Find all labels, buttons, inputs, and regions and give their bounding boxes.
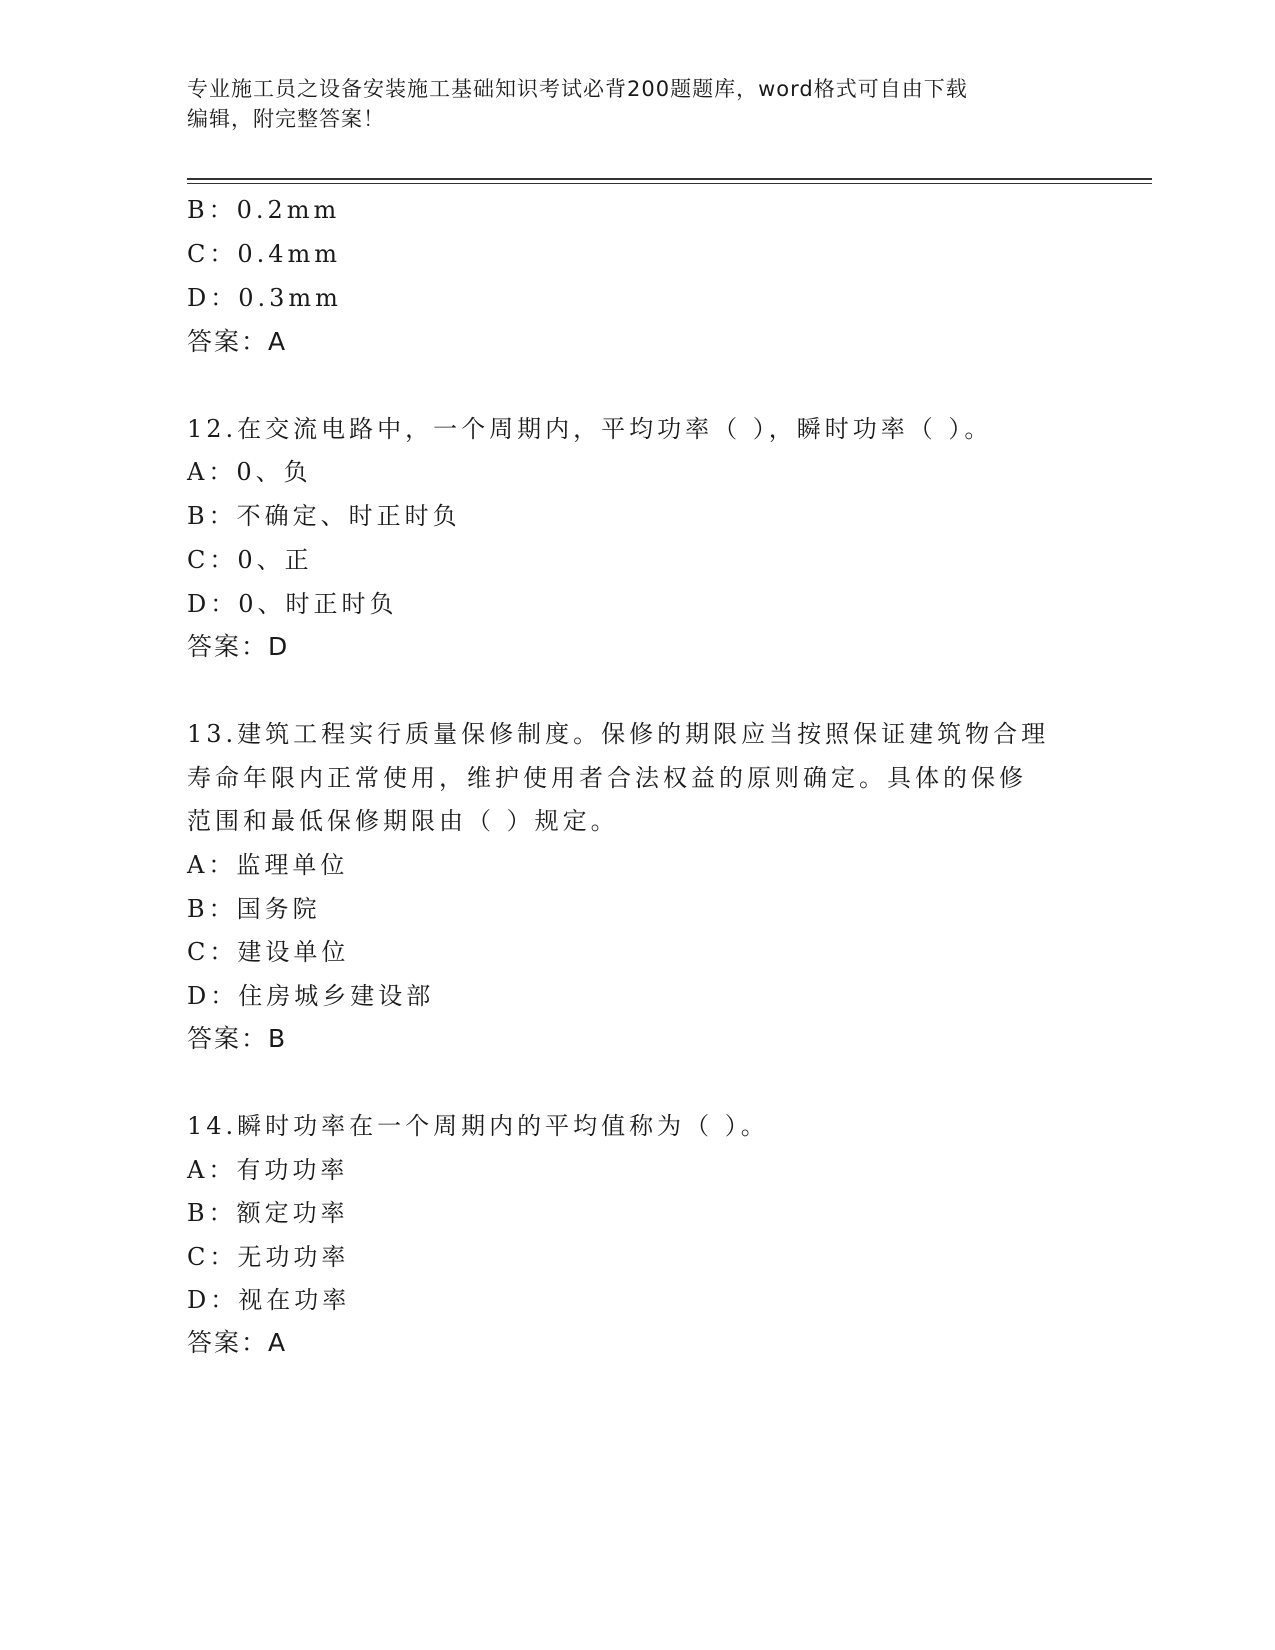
header-divider-thin	[187, 183, 1152, 184]
q12-option-d: D：0、时正时负	[187, 590, 398, 618]
header-title-line-2: 编辑，附完整答案！	[187, 107, 385, 131]
q13-stem-line-2: 寿命年限内正常使用，维护使用者合法权益的原则确定。具体的保修	[187, 764, 1027, 792]
q11-option-b: B：0.2mm	[187, 196, 341, 224]
q11-option-c: C：0.4mm	[187, 240, 342, 268]
q14-stem: 14.瞬时功率在一个周期内的平均值称为（ ）。	[187, 1112, 769, 1140]
q12-option-b: B：不确定、时正时负	[187, 502, 461, 530]
q14-option-b: B：额定功率	[187, 1199, 349, 1227]
q14-option-d: D：视在功率	[187, 1286, 351, 1314]
q13-stem-line-3: 范围和最低保修期限由（ ）规定。	[187, 807, 619, 835]
q12-stem: 12.在交流电路中，一个周期内，平均功率（ ），瞬时功率（ ）。	[187, 415, 993, 443]
q13-answer: 答案：B	[187, 1024, 288, 1053]
q13-option-d: D：住房城乡建设部	[187, 982, 435, 1010]
q11-answer: 答案：A	[187, 327, 288, 356]
q13-option-c: C：建设单位	[187, 938, 350, 966]
q14-answer: 答案：A	[187, 1328, 288, 1357]
q12-option-c: C：0、正	[187, 546, 313, 574]
q12-option-a: A：0、负	[187, 458, 312, 486]
document-header	[187, 74, 1067, 134]
q13-stem-line-1: 13.建筑工程实行质量保修制度。保修的期限应当按照保证建筑物合理	[187, 720, 1050, 748]
q13-option-a: A：监理单位	[187, 851, 349, 879]
q14-option-a: A：有功功率	[187, 1156, 349, 1184]
header-title-line-1: 专业施工员之设备安装施工基础知识考试必背200题题库，word格式可自由下载	[187, 77, 968, 101]
header-divider-thick	[187, 178, 1152, 180]
q11-option-d: D：0.3mm	[187, 284, 342, 312]
q13-option-b: B：国务院	[187, 895, 321, 923]
q14-option-c: C：无功功率	[187, 1243, 350, 1271]
q12-answer: 答案：D	[187, 632, 290, 661]
